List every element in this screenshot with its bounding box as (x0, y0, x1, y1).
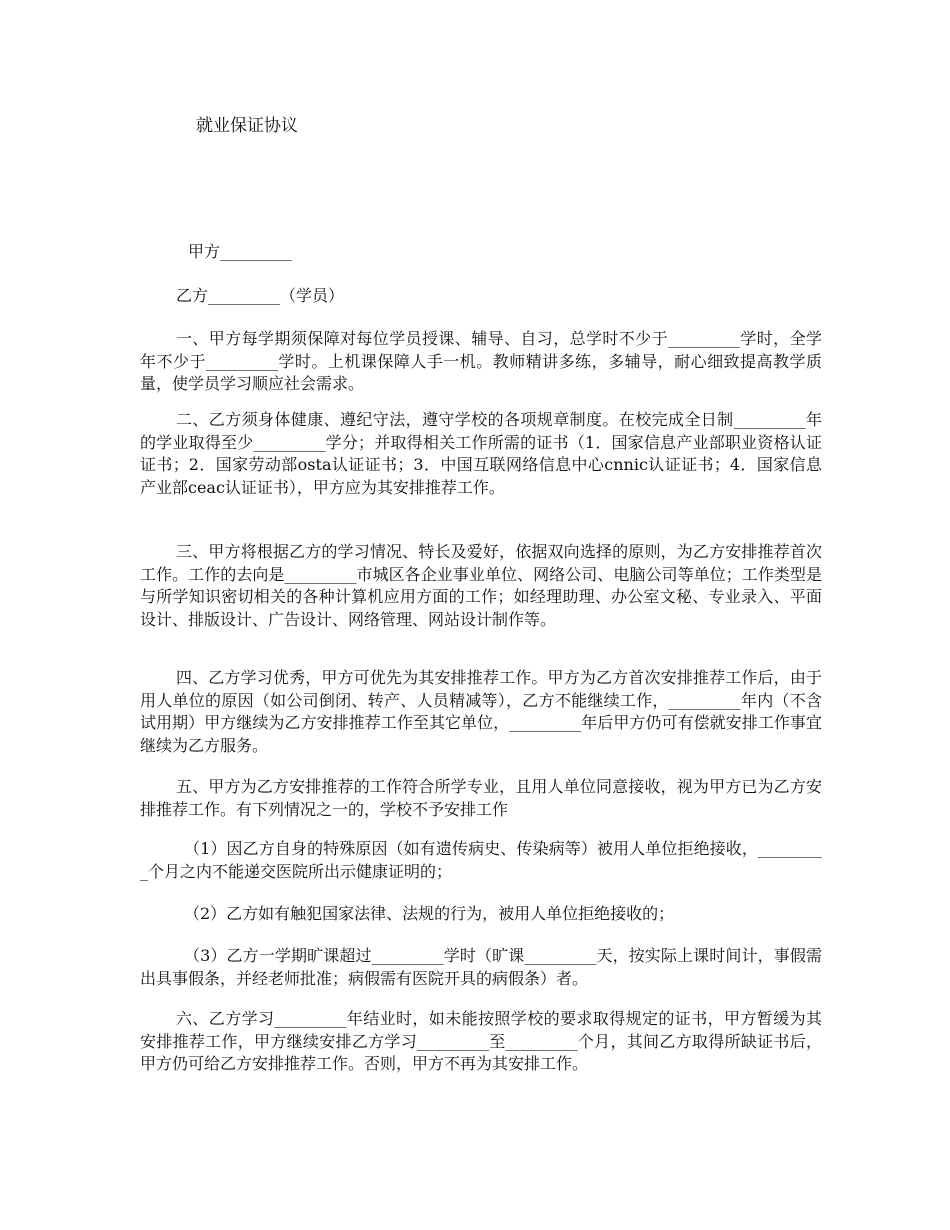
party-b-line: 乙方_________（学员） (176, 286, 345, 305)
clause-5-item-1: （1）因乙方自身的特殊原因（如有遗传病史、传染病等）被用人单位拒绝接收，_________个月之内不能递交医院所出示健康证明的； (140, 839, 822, 881)
clause-4: 四、乙方学习优秀，甲方可优先为其安排推荐工作。甲方为乙方首次安排推荐工作后，由于用人单位的原因（如公司倒闭、转产、人员精减等），乙方不能继续工作，_________年内（不含试用期）甲方继续为乙方安排推荐工作至其它单位，_________年后甲方仍可有偿就安排工作事宜继续为乙方服务。 (140, 668, 822, 755)
clause-2: 二、乙方须身体健康、遵纪守法，遵守学校的各项规章制度。在校完成全日制_________年的学业取得至少_________学分；并取得相关工作所需的证书（1．国家信息产业部职业资格认证证书；2．国家劳动部osta认证证书；3．中国互联网络信息中心cnnic认证证书；4．国家信息产业部ceac认证证书），甲方应为其安排推荐工作。 (140, 410, 822, 497)
clause-5-item-3: （3）乙方一学期旷课超过_________学时（旷课_________天，按实际上课时间计，事假需出具事假条，并经老师批准；病假需有医院开具的病假条）者。 (140, 946, 822, 988)
clause-6: 六、乙方学习_________年结业时，如未能按照学校的要求取得规定的证书，甲方暂缓为其安排推荐工作，甲方继续安排乙方学习_________至_________个月，其间乙方取得所缺证书后，甲方仍可给乙方安排推荐工作。否则，甲方不再为其安排工作。 (140, 1009, 822, 1073)
party-a-line: 甲方_________ (188, 242, 293, 261)
clause-1: 一、甲方每学期须保障对每位学员授课、辅导、自习，总学时不少于_________学时，全学年不少于_________学时。上机课保障人手一机。教师精讲多练，多辅导，耐心细致提高教学质量，使学员学习顺应社会需求。 (140, 329, 822, 393)
document-title: 就业保证协议 (196, 116, 298, 136)
clause-5: 五、甲方为乙方安排推荐的工作符合所学专业，且用人单位同意接收，视为甲方已为乙方安排推荐工作。有下列情况之一的，学校不予安排工作 (140, 777, 822, 819)
clause-3: 三、甲方将根据乙方的学习情况、特长及爱好，依据双向选择的原则，为乙方安排推荐首次工作。工作的去向是_________市城区各企业事业单位、网络公司、电脑公司等单位；工作类型是与所学知识密切相关的各种计算机应用方面的工作；如经理助理、办公室文秘、专业录入、平面设计、排版设计、广告设计、网络管理、网站设计制作等。 (140, 542, 822, 629)
clause-5-item-2: （2）乙方如有触犯国家法律、法规的行为，被用人单位拒绝接收的； (184, 904, 675, 923)
